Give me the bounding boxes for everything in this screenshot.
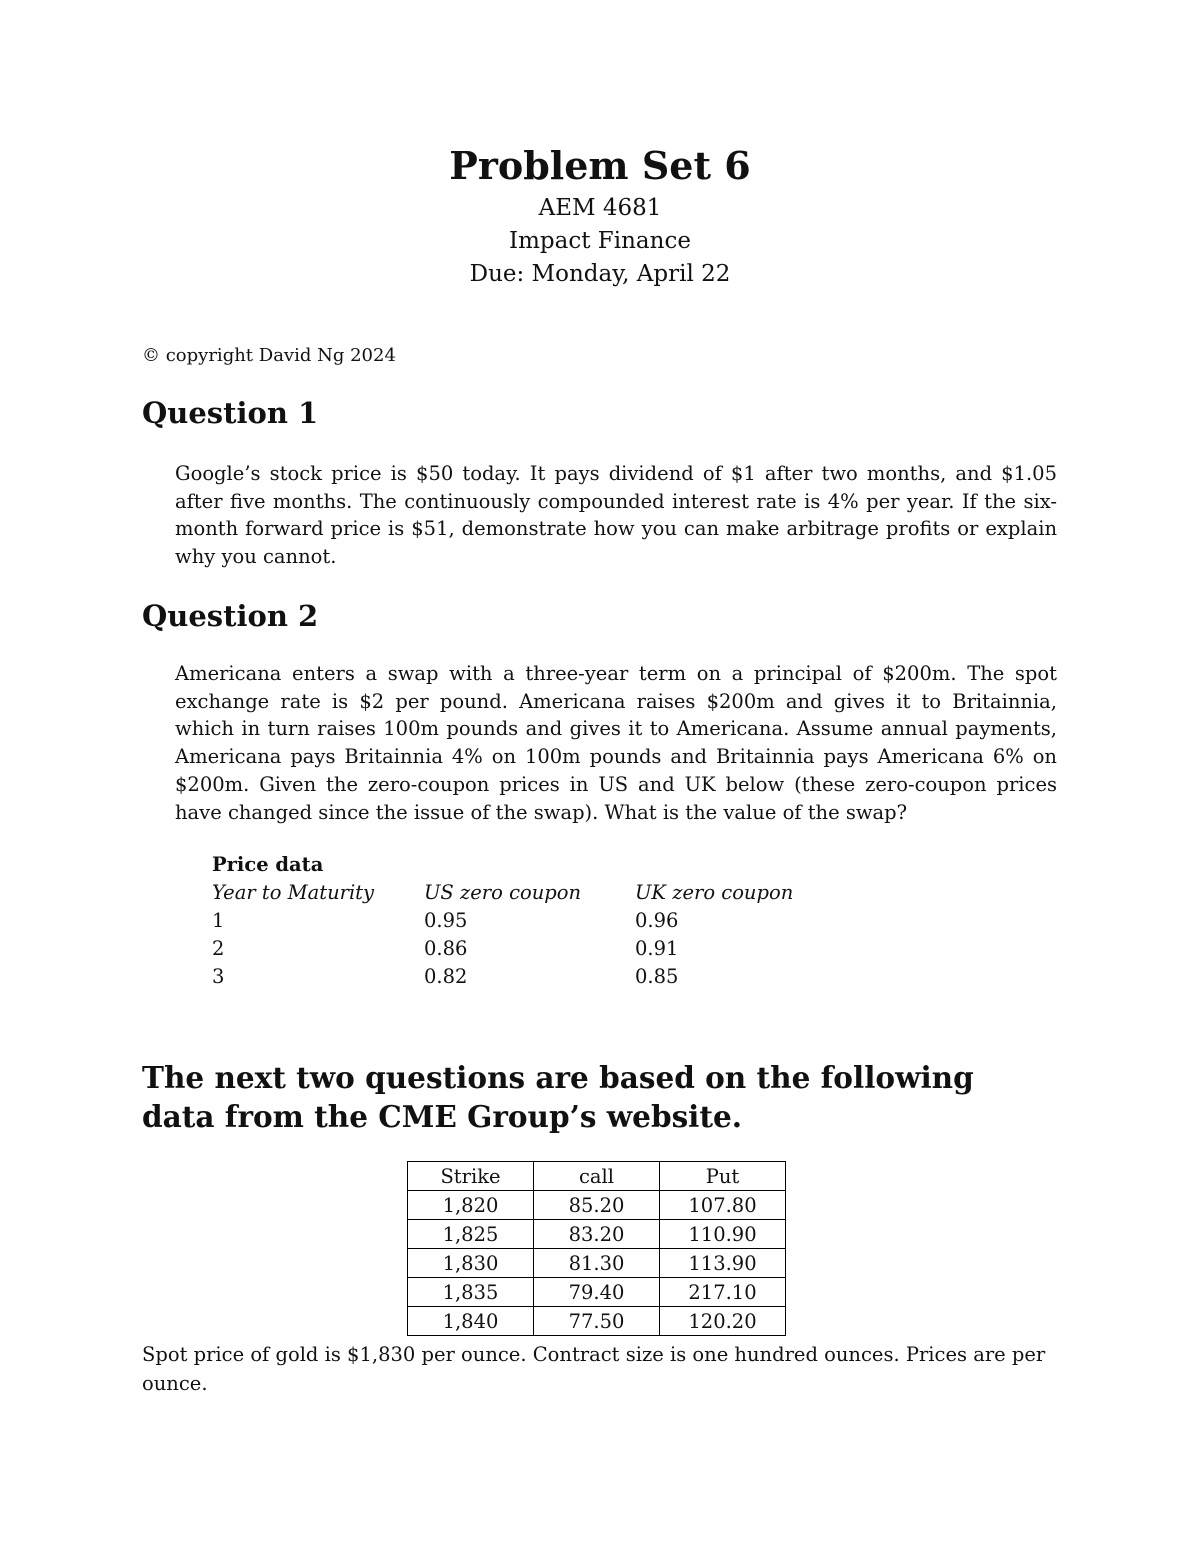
question-1-heading: Question 1: [142, 396, 319, 430]
price-cell: 0.96: [635, 909, 679, 932]
options-header-row: [408, 1162, 786, 1191]
table-row: [408, 1220, 786, 1249]
strike-cell: 1,825: [408, 1220, 534, 1249]
spot-price-note: Spot price of gold is $1,830 per ounce. Contract size is one hundred ounces. Prices are per ounce.: [142, 1343, 1046, 1395]
put-cell: 110.90: [660, 1220, 786, 1249]
price-data-row: [212, 963, 835, 991]
strike-cell: 1,830: [408, 1249, 534, 1278]
table-row: [408, 1249, 786, 1278]
price-cell: 2: [212, 937, 225, 960]
course-name: Impact Finance: [509, 228, 691, 254]
strike-cell: 1,840: [408, 1307, 534, 1336]
price-cell: 0.86: [424, 937, 468, 960]
price-cell: 0.95: [424, 909, 468, 932]
copyright-notice: © copyright David Ng 2024: [142, 345, 396, 366]
table-row: [408, 1191, 786, 1220]
price-cell: 0.91: [635, 937, 679, 960]
call-cell: 81.30: [534, 1249, 660, 1278]
price-cell: 0.85: [635, 965, 679, 988]
put-cell: 113.90: [660, 1249, 786, 1278]
price-cell: 1: [212, 909, 225, 932]
put-cell: 217.10: [660, 1278, 786, 1307]
cme-section-heading: The next two questions are based on the following data from the CME Group’s website.: [142, 1060, 974, 1134]
title-block: [0, 140, 1200, 291]
price-data-row: [212, 907, 835, 935]
question-1-body: Google’s stock price is $50 today. It pays dividend of $1 after two months, and $1.05 after five months. The continuously compounded interest rate is 4% per year. If the six-month forward price is $51, demonstrate how you can make arbitrage profits or explain why you cannot.: [175, 462, 1057, 569]
call-cell: 79.40: [534, 1278, 660, 1307]
options-header-put: Put: [660, 1162, 786, 1191]
question-2-heading: Question 2: [142, 599, 319, 633]
call-cell: 77.50: [534, 1307, 660, 1336]
price-data-header-row: [212, 879, 835, 907]
table-row: [408, 1307, 786, 1336]
put-cell: 107.80: [660, 1191, 786, 1220]
page-title: Problem Set 6: [449, 143, 751, 188]
strike-cell: 1,835: [408, 1278, 534, 1307]
call-cell: 85.20: [534, 1191, 660, 1220]
price-data-title: Price data: [212, 853, 324, 876]
strike-cell: 1,820: [408, 1191, 534, 1220]
price-header-year: Year to Maturity: [212, 881, 375, 904]
price-data-table: [212, 851, 835, 991]
course-code: AEM 4681: [538, 195, 662, 221]
options-header-call: call: [534, 1162, 660, 1191]
question-2-body: Americana enters a swap with a three-year term on a principal of $200m. The spot exchange rate is $2 per pound. Americana raises $200m and gives it to Britainnia, which in turn raises 100m pounds and gives it to Americana. Assume annual payments, Americana pays Britainnia 4% on 100m pounds and Britainnia pays Americana 6% on $200m. Given the zero-coupon prices in US and UK below (these zero-coupon prices have changed since the issue of the swap). What is the value of the swap?: [175, 662, 1057, 824]
put-cell: 120.20: [660, 1307, 786, 1336]
options-table: [407, 1161, 786, 1336]
price-cell: 3: [212, 965, 225, 988]
due-date: Due: Monday, April 22: [469, 261, 731, 287]
call-cell: 83.20: [534, 1220, 660, 1249]
price-data-row: [212, 935, 835, 963]
price-header-uk: UK zero coupon: [635, 881, 794, 904]
options-header-strike: Strike: [408, 1162, 534, 1191]
price-header-us: US zero coupon: [424, 881, 582, 904]
price-cell: 0.82: [424, 965, 468, 988]
table-row: [408, 1278, 786, 1307]
